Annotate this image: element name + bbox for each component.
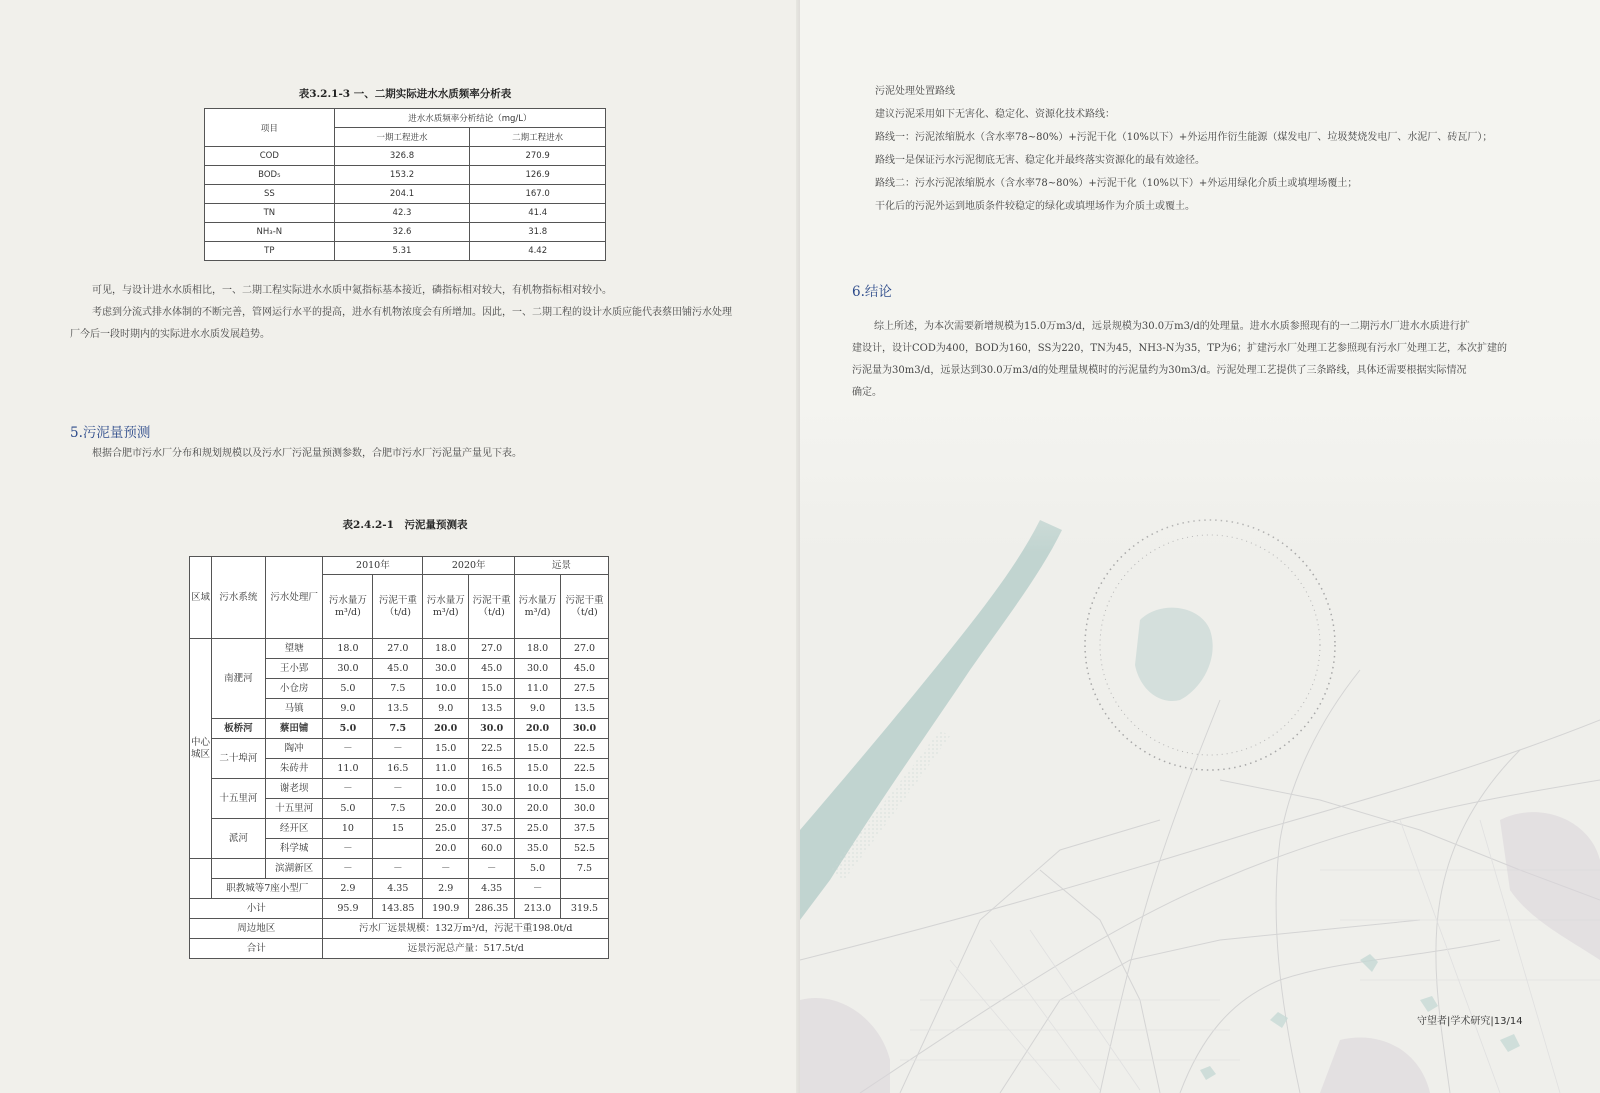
- t2-cell: 马镇: [265, 699, 323, 719]
- route-title: 污泥处理处置路线: [875, 86, 955, 97]
- t1-header-item: 项目: [205, 109, 335, 147]
- t1-cell: 167.0: [470, 185, 606, 204]
- t2-cell: 5.0: [515, 859, 561, 879]
- t2-cell: 朱砖井: [265, 759, 323, 779]
- table1-caption: 表3.2.1-3 一、二期实际进水水质频率分析表: [298, 88, 512, 100]
- t2-cell: 7.5: [373, 679, 423, 699]
- table-row: [190, 779, 609, 799]
- table-row: [190, 719, 609, 739]
- t2-cell: －: [373, 859, 423, 879]
- t2-cell: 5.0: [323, 719, 373, 739]
- water-quality-table: [204, 108, 606, 261]
- t2-cell: 7.5: [561, 859, 609, 879]
- t2-header-plant: 污水处理厂: [265, 557, 323, 639]
- t2-cell: 37.5: [561, 819, 609, 839]
- t2-cell: 18.0: [423, 639, 469, 659]
- t2-cell: 十五里河: [265, 799, 323, 819]
- t2-header-water: 污水量万m³/d): [515, 575, 561, 639]
- route-one-note: 路线一是保证污水污泥彻底无害、稳定化并最终落实资源化的最有效途径。: [875, 155, 1205, 166]
- t2-system-nanfei: 南淝河: [211, 639, 265, 719]
- t2-header-sludge: 污泥干重（t/d): [469, 575, 515, 639]
- t2-cell: 王小郢: [265, 659, 323, 679]
- route-one: 路线一：污泥浓缩脱水（含水率78~80%）+污泥干化（10%以下）+外运用作衍生能源（煤发电厂、垃圾焚烧发电厂、水泥厂、砖瓦厂）；: [875, 132, 1493, 143]
- t2-cell: －: [515, 879, 561, 899]
- t2-header-system: 污水系统: [211, 557, 265, 639]
- t2-cell: 5.0: [323, 799, 373, 819]
- t2-cell: 27.0: [373, 639, 423, 659]
- right-page: [800, 0, 1600, 1093]
- paragraph-comparison: 可见，与设计进水水质相比，一、二期工程实际进水水质中氮指标基本接近，磷指标相对较大，有机物指标相对较小。: [92, 285, 612, 296]
- t2-cell: 18.0: [515, 639, 561, 659]
- section5-title: 5.污泥量预测: [70, 425, 151, 441]
- t2-cell: －: [323, 779, 373, 799]
- t2-cell: 143.85: [373, 899, 423, 919]
- section6-title: 6.结论: [852, 284, 892, 300]
- t2-cell: 周边地区: [190, 919, 323, 939]
- t2-cell: 37.5: [469, 819, 515, 839]
- t2-cell: 30.0: [323, 659, 373, 679]
- t2-cell: 7.5: [373, 799, 423, 819]
- t2-cell: 45.0: [561, 659, 609, 679]
- t2-cell: 22.5: [561, 759, 609, 779]
- t2-header-water: 污水量万m³/d): [423, 575, 469, 639]
- t2-cell: 远景污泥总产量：517.5t/d: [323, 939, 609, 959]
- t2-header-2010: 2010年: [323, 557, 423, 575]
- table-row: [190, 879, 609, 899]
- t2-cell: 经开区: [265, 819, 323, 839]
- page-footer: 守望者|学术研究|13/14: [1417, 1016, 1523, 1027]
- t2-cell: －: [469, 859, 515, 879]
- t2-cell: 20.0: [423, 839, 469, 859]
- t1-cell: 204.1: [334, 185, 470, 204]
- t2-cell: 2.9: [323, 879, 373, 899]
- t2-cell: 25.0: [515, 819, 561, 839]
- table-row: [205, 185, 606, 204]
- t2-cell: 45.0: [373, 659, 423, 679]
- t2-header-region: 区域: [190, 557, 212, 639]
- t2-cell: 7.5: [373, 719, 423, 739]
- t2-cell: 望塘: [265, 639, 323, 659]
- t2-cell: 9.0: [423, 699, 469, 719]
- table-row: [190, 739, 609, 759]
- t2-cell: 小计: [190, 899, 323, 919]
- t2-cell: 30.0: [561, 719, 609, 739]
- t2-cell: 15.0: [423, 739, 469, 759]
- sludge-forecast-table: [189, 556, 609, 959]
- t2-cell: 13.5: [373, 699, 423, 719]
- t2-cell: 合计: [190, 939, 323, 959]
- t2-cell: 陶冲: [265, 739, 323, 759]
- conclusion-line-4: 确定。: [852, 387, 882, 398]
- t1-cell: 326.8: [334, 147, 470, 166]
- t1-cell: 31.8: [470, 223, 606, 242]
- table-row: [190, 819, 609, 839]
- t2-cell: 15.0: [561, 779, 609, 799]
- t2-cell: 小仓房: [265, 679, 323, 699]
- t1-header-group: 进水水质频率分析结论（mg/L）: [334, 109, 605, 128]
- t2-header-far: 远景: [515, 557, 609, 575]
- t2-cell: －: [423, 859, 469, 879]
- t2-cell: [561, 879, 609, 899]
- t2-cell: 13.5: [469, 699, 515, 719]
- t2-cell: 9.0: [323, 699, 373, 719]
- table-row: [205, 242, 606, 261]
- t2-cell: 10.0: [423, 779, 469, 799]
- section5-text: 根据合肥市污水厂分布和规划规模以及污水厂污泥量预测参数，合肥市污水厂污泥量产量见下表。: [92, 448, 522, 459]
- conclusion-line-2: 建设计，设计COD为400，BOD为160，SS为220，TN为45，NH3-N为35，TP为6；扩建污水厂处理工艺参照现有污水厂处理工艺，本次扩建的: [852, 343, 1507, 354]
- t1-cell: TP: [205, 242, 335, 261]
- t2-cell: 30.0: [469, 799, 515, 819]
- t2-cell: 20.0: [515, 719, 561, 739]
- t2-cell: 20.0: [423, 799, 469, 819]
- t2-cell: 30.0: [423, 659, 469, 679]
- table-row: [205, 204, 606, 223]
- t2-cell: 15.0: [469, 779, 515, 799]
- table-row: [205, 147, 606, 166]
- t2-cell: 35.0: [515, 839, 561, 859]
- t2-cell: 4.35: [469, 879, 515, 899]
- t2-system-blank: [211, 859, 265, 879]
- t2-cell: 10.0: [515, 779, 561, 799]
- t1-cell: 42.3: [334, 204, 470, 223]
- t2-cell: 5.0: [323, 679, 373, 699]
- t1-cell: 32.6: [334, 223, 470, 242]
- table2-caption: 表2.4.2-1 污泥量预测表: [342, 519, 468, 531]
- table-row: [190, 639, 609, 659]
- conclusion-line-1: 综上所述，为本次需要新增规模为15.0万m3/d，远景规模为30.0万m3/d的处理量。进水水质参照现有的一二期污水厂进水水质进行扩: [874, 321, 1470, 332]
- t2-cell: 11.0: [515, 679, 561, 699]
- t2-cell: [373, 839, 423, 859]
- t2-system-shiwuli: 十五里河: [211, 779, 265, 819]
- table-row: [190, 939, 609, 959]
- t2-cell: 15.0: [515, 739, 561, 759]
- t2-cell: 319.5: [561, 899, 609, 919]
- t1-cell: BOD₅: [205, 166, 335, 185]
- t2-cell: 2.9: [423, 879, 469, 899]
- t2-region-center: 中心城区: [190, 639, 212, 859]
- t2-cell: 滨湖新区: [265, 859, 323, 879]
- t2-system-banqiao: 板桥河: [211, 719, 265, 739]
- t2-cell: －: [323, 839, 373, 859]
- t2-cell: 11.0: [323, 759, 373, 779]
- t1-cell: 153.2: [334, 166, 470, 185]
- t2-cell: 22.5: [469, 739, 515, 759]
- t1-cell: SS: [205, 185, 335, 204]
- t2-cell: 20.0: [423, 719, 469, 739]
- t2-cell: 22.5: [561, 739, 609, 759]
- t2-header-sludge: 污泥干重（t/d): [373, 575, 423, 639]
- t2-cell: 45.0: [469, 659, 515, 679]
- t2-cell: 科学城: [265, 839, 323, 859]
- t2-header-sludge: 污泥干重（t/d): [561, 575, 609, 639]
- t2-cell: 15: [373, 819, 423, 839]
- t2-cell: 15.0: [469, 679, 515, 699]
- t2-cell: 27.0: [469, 639, 515, 659]
- t2-cell: －: [323, 739, 373, 759]
- t2-cell: 11.0: [423, 759, 469, 779]
- t1-cell: COD: [205, 147, 335, 166]
- table-row: [190, 919, 609, 939]
- route-two: 路线二：污水污泥浓缩脱水（含水率78~80%）+污泥干化（10%以下）+外运用绿化介质土或填埋场覆土；: [875, 178, 1358, 189]
- t2-cell: 30.0: [515, 659, 561, 679]
- t2-cell: 213.0: [515, 899, 561, 919]
- t2-system-pai: 派河: [211, 819, 265, 859]
- t2-cell: 4.35: [373, 879, 423, 899]
- t2-header-water: 污水量万m³/d): [323, 575, 373, 639]
- t2-cell: 190.9: [423, 899, 469, 919]
- t2-cell: 20.0: [515, 799, 561, 819]
- t1-cell: 126.9: [470, 166, 606, 185]
- t1-header-phase1: 一期工程进水: [334, 128, 470, 147]
- t2-cell: 谢老坝: [265, 779, 323, 799]
- t1-cell: 5.31: [334, 242, 470, 261]
- t2-cell: 职教城等7座小型厂: [211, 879, 323, 899]
- t1-cell: 41.4: [470, 204, 606, 223]
- t2-cell: 30.0: [469, 719, 515, 739]
- t2-cell: 污水厂远景规模：132万m³/d，污泥干重198.0t/d: [323, 919, 609, 939]
- t2-cell: 286.35: [469, 899, 515, 919]
- t2-cell: 60.0: [469, 839, 515, 859]
- t2-cell: －: [373, 739, 423, 759]
- t2-cell: －: [323, 859, 373, 879]
- t2-system-ershibu: 二十埠河: [211, 739, 265, 779]
- route-two-note: 干化后的污泥外运到地质条件较稳定的绿化或填埋场作为介质土或覆土。: [875, 201, 1195, 212]
- t2-cell: 95.9: [323, 899, 373, 919]
- t1-cell: 270.9: [470, 147, 606, 166]
- t2-cell: 16.5: [469, 759, 515, 779]
- t2-cell: 蔡田铺: [265, 719, 323, 739]
- city-map-background: [800, 400, 1600, 1093]
- t2-cell: 16.5: [373, 759, 423, 779]
- t2-cell: 25.0: [423, 819, 469, 839]
- t2-cell: 27.0: [561, 639, 609, 659]
- t1-cell: NH₃-N: [205, 223, 335, 242]
- table-row: [190, 899, 609, 919]
- t2-cell: －: [373, 779, 423, 799]
- t2-cell: 30.0: [561, 799, 609, 819]
- map-top-fade: [800, 400, 1600, 1093]
- t2-cell: 27.5: [561, 679, 609, 699]
- t2-header-2020: 2020年: [423, 557, 515, 575]
- t2-cell: 10.0: [423, 679, 469, 699]
- t2-cell: 13.5: [561, 699, 609, 719]
- t2-cell: 52.5: [561, 839, 609, 859]
- t1-cell: 4.42: [470, 242, 606, 261]
- t2-cell: 15.0: [515, 759, 561, 779]
- t1-cell: TN: [205, 204, 335, 223]
- t2-region-blank: [190, 859, 212, 899]
- t2-cell: 10: [323, 819, 373, 839]
- conclusion-line-3: 污泥量为30m3/d，远景达到30.0万m3/d的处理量规模时的污泥量约为30m3/d。污泥处理工艺提供了三条路线，具体还需要根据实际情况: [852, 365, 1467, 376]
- table-row: [205, 223, 606, 242]
- paragraph-design-quality: 考虑到分流式排水体制的不断完善，管网运行水平的提高，进水有机物浓度会有所增加。因此，一、二期工程的设计水质应能代表蔡田铺污水处理厂今后一段时期内的实际进水水质发展趋势。: [70, 307, 732, 340]
- t2-cell: 9.0: [515, 699, 561, 719]
- route-intro: 建议污泥采用如下无害化、稳定化、资源化技术路线：: [875, 109, 1115, 120]
- table-row: [205, 166, 606, 185]
- t1-header-phase2: 二期工程进水: [470, 128, 606, 147]
- table-row: [190, 859, 609, 879]
- t2-cell: 18.0: [323, 639, 373, 659]
